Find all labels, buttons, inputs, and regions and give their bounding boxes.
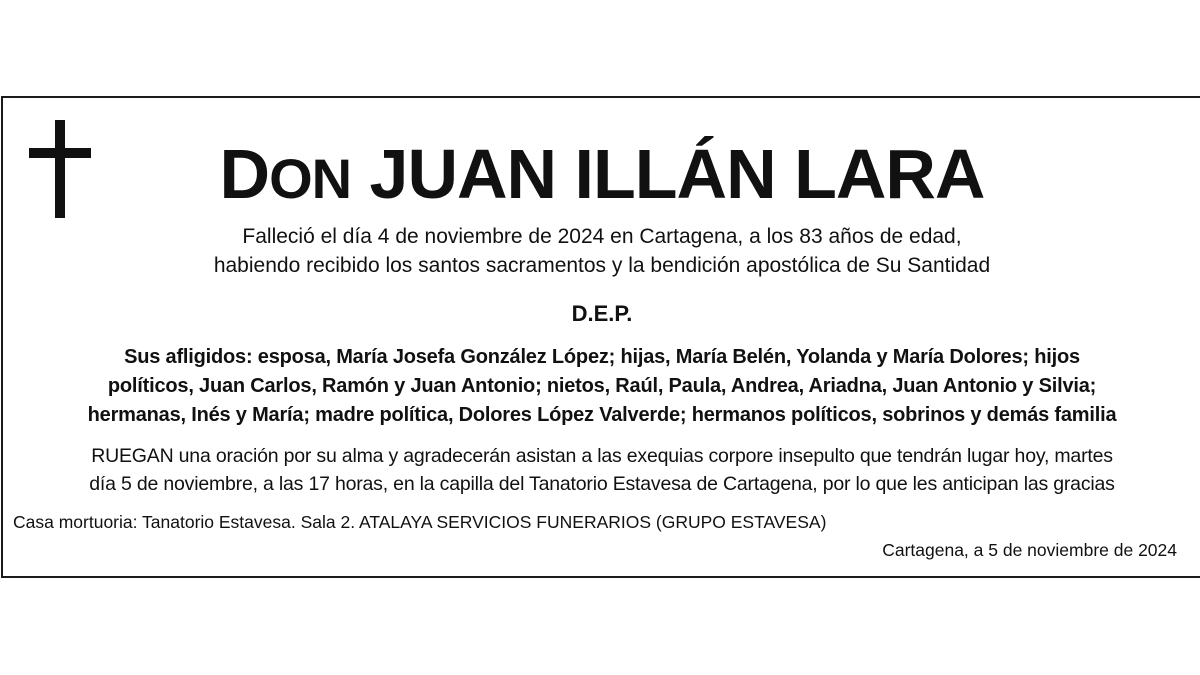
title-prefix-initial: D [219, 135, 270, 213]
ruegan-line-1: RUEGAN una oración por su alma y agradecerán asistan a las exequias corpore insepulto que tendrán lugar hoy, martes [91, 445, 1113, 467]
ruegan-line-2: día 5 de noviembre, a las 17 horas, en la capilla del Tanatorio Estavesa de Cartagena, por lo que les anticipan las gracias [89, 473, 1115, 495]
place-date: Cartagena, a 5 de noviembre de 2024 [882, 540, 1177, 560]
deceased-name: JUAN ILLÁN LARA [369, 135, 985, 213]
family-line-2: políticos, Juan Carlos, Ramón y Juan Antonio; nietos, Raúl, Paula, Andrea, Ariadna, Juan Antonio y Silvia; [107, 375, 1097, 397]
title-prefix-rest: ON [269, 147, 352, 210]
intro-line-1: Falleció el día 4 de noviembre de 2024 en Cartagena, a los 83 años de edad, [242, 225, 962, 248]
family-line-3: hermanas, Inés y María; madre política, Dolores López Valverde; hermanos políticos, sobrinos y demás familia [87, 404, 1117, 426]
intro-line-2: habiendo recibido los santos sacramentos y la bendición apostólica de Su Santidad [213, 254, 991, 277]
obituary-notice [1, 96, 1200, 578]
casa-mortuoria: Casa mortuoria: Tanatorio Estavesa. Sala 2. ATALAYA SERVICIOS FUNERARIOS (GRUPO ESTAVESA) [13, 512, 827, 532]
dep-label: D.E.P. [571, 301, 633, 326]
family-line-1: Sus afligidos: esposa, María Josefa González López; hijas, María Belén, Yolanda y María Dolores; hijos [124, 346, 1080, 368]
deceased-name-title [3, 134, 1200, 219]
